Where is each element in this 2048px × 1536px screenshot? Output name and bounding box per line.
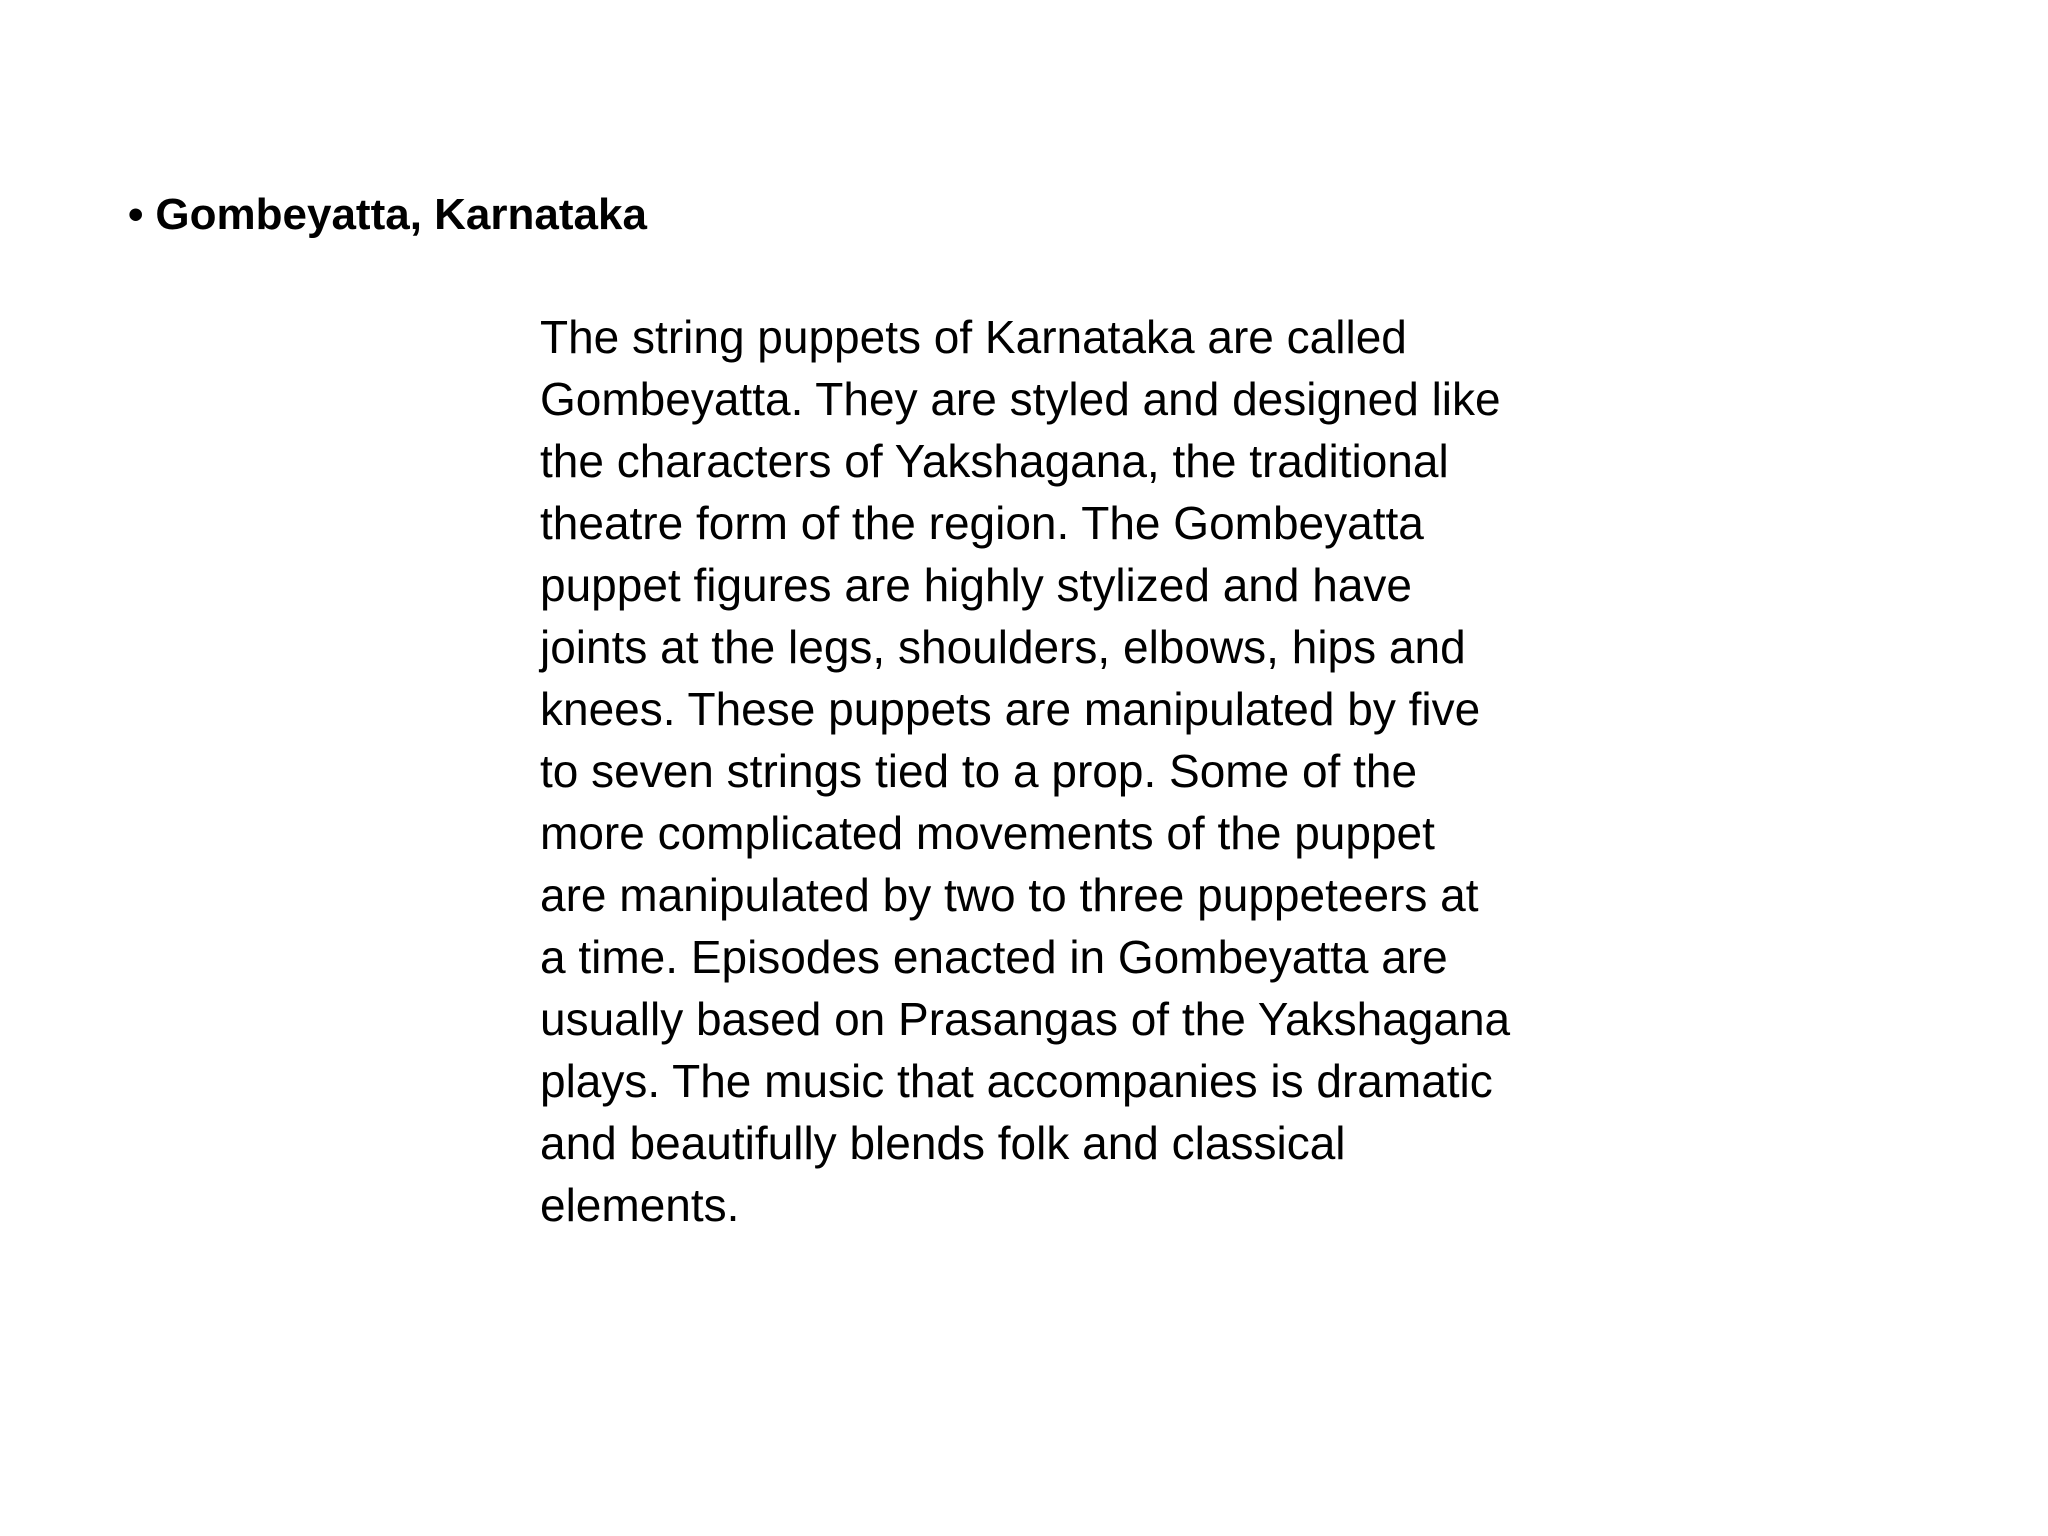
body-line: to seven strings tied to a prop. Some of the	[540, 745, 1418, 797]
body-line: are manipulated by two to three puppeteers at	[540, 869, 1479, 921]
body-line: elements.	[540, 1179, 740, 1231]
body-line: and beautifully blends folk and classical	[540, 1117, 1346, 1169]
body-line: a time. Episodes enacted in Gombeyatta are	[540, 931, 1448, 983]
body-line: knees. These puppets are manipulated by five	[540, 683, 1481, 735]
body-line: theatre form of the region. The Gombeyatta	[540, 497, 1424, 549]
body-paragraph	[540, 306, 1580, 1236]
body-line: plays. The music that accompanies is dramatic	[540, 1055, 1493, 1107]
body-line: The string puppets of Karnataka are called	[540, 311, 1407, 363]
bullet-heading	[128, 185, 647, 245]
body-line: puppet figures are highly stylized and have	[540, 559, 1413, 611]
heading-text: Gombeyatta, Karnataka	[155, 190, 647, 239]
body-line: joints at the legs, shoulders, elbows, hips and	[540, 621, 1466, 673]
body-line: usually based on Prasangas of the Yakshagana	[540, 993, 1511, 1045]
body-line: Gombeyatta. They are styled and designed like	[540, 373, 1501, 425]
body-line: the characters of Yakshagana, the traditional	[540, 435, 1449, 487]
bullet-icon: •	[128, 190, 144, 239]
body-line: more complicated movements of the puppet	[540, 807, 1435, 859]
